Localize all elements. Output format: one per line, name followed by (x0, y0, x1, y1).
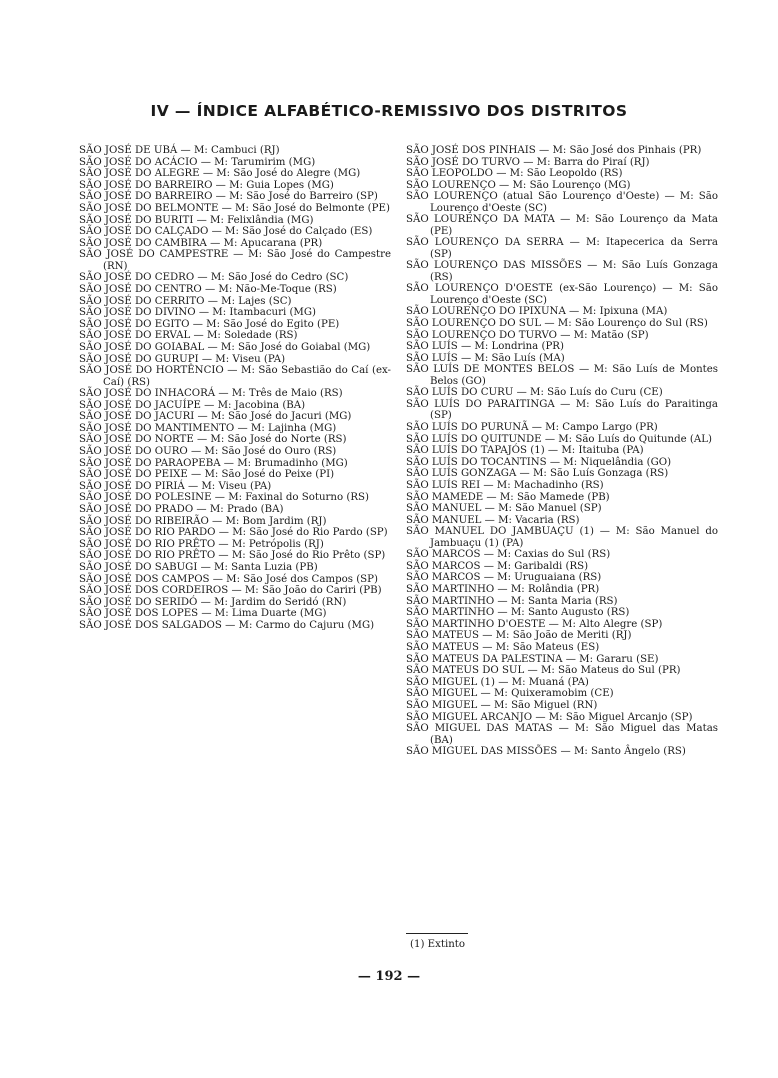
index-entry: SÃO MARCOS — M: Garibaldi (RS) (406, 560, 589, 572)
index-entry: SÃO JOSÉ DO OURO — M: São José do Ouro (RS) (79, 446, 337, 458)
index-entry: SÃO MIGUEL DAS MATAS — M: São Miguel das Matas (BA) (406, 723, 718, 746)
index-entry: SÃO LOURENÇO (atual São Lourenço d'Oeste) — M: São Lourenço d'Oeste (SC) (406, 191, 718, 214)
index-entry: SÃO MATEUS — M: São João de Meriti (RJ) (406, 630, 632, 642)
index-entry: SÃO JOSÉ DO ACÁCIO — M: Tarumirim (MG) (79, 156, 316, 168)
index-entry: SÃO JOSÉ DO BELMONTE — M: São José do Belmonte (PE) (79, 202, 390, 214)
index-entry: SÃO JOSÉ DOS PINHAIS — M: São José dos Pinhais (PR) (406, 145, 702, 156)
index-entry: SÃO JOSÉ DO CERRITO — M: Lajes (SC) (79, 295, 292, 307)
index-entry: SÃO JOSÉ DO HORTÊNCIO — M: São Sebastião do Caí (ex-Caí) (RS) (79, 365, 391, 388)
index-entry: SÃO JOSÉ DO RIO PRÊTO — M: Petrópolis (RJ) (79, 538, 324, 550)
index-entry: SÃO MARTINHO — M: Rolândia (PR) (406, 584, 600, 596)
index-entry: SÃO JOSÉ DO CENTRO — M: Não-Me-Toque (RS) (79, 283, 337, 295)
index-entry: SÃO MIGUEL (1) — M: Muaná (PA) (406, 676, 589, 688)
footnote: (1) Extinto (410, 939, 465, 950)
index-entry: SÃO MATEUS DA PALESTINA — M: Gararu (SE) (406, 653, 659, 665)
index-entry: SÃO JOSÉ DOS SALGADOS — M: Carmo do Cajuru (MG) (79, 619, 375, 631)
index-entry: SÃO JOSÉ DO SERIDÓ — M: Jardim do Seridó (RN) (79, 596, 347, 608)
index-entry: SÃO JOSÉ DO PRADO — M: Prado (BA) (79, 504, 284, 516)
index-entry: SÃO LUÍS DO CURU — M: São Luís do Curu (CE) (406, 387, 663, 399)
index-entry: SÃO LOURENÇO DO SUL — M: São Lourenço do Sul (RS) (406, 317, 708, 329)
right-column (406, 145, 718, 758)
index-entry: SÃO MARCOS — M: Caxias do Sul (RS) (406, 549, 611, 561)
index-entry: SÃO JOSÉ DO PEIXE — M: São José do Peixe (PI) (79, 469, 335, 481)
index-entry: SÃO LOURENÇO DAS MISSÕES — M: São Luís Gonzaga (RS) (406, 260, 718, 283)
index-entry: SÃO JOSÉ DO MANTIMENTO — M: Lajinha (MG) (79, 422, 337, 434)
index-entry: SÃO JOSÉ DO DIVINO — M: Itambacuri (MG) (79, 307, 316, 319)
index-entry: SÃO LOURENÇO DA SERRA — M: Itapecerica da Serra (SP) (406, 237, 718, 260)
index-entry: SÃO LUÍS — M: São Luís (MA) (406, 352, 565, 364)
index-entry: SÃO MANUEL — M: Vacaria (RS) (406, 514, 580, 526)
index-entry: SÃO JOSÉ DO CAMPESTRE — M: São José do Campestre (RN) (79, 249, 391, 272)
index-entry: SÃO JOSÉ DO EGITO — M: São José do Egito (PE) (79, 318, 340, 330)
index-entry: SÃO LUÍS DE MONTES BELOS — M: São Luís de Montes Belos (GO) (406, 364, 718, 387)
index-entry: SÃO MAMEDE — M: São Mamede (PB) (406, 491, 610, 503)
index-entry: SÃO JOSÉ DO NORTE — M: São José do Norte (RS) (79, 434, 347, 446)
index-entry: SÃO MARCOS — M: Uruguaiana (RS) (406, 572, 602, 584)
left-column (79, 145, 391, 632)
page-title: IV — ÍNDICE ALFABÉTICO-REMISSIVO DOS DISTRITOS (150, 102, 628, 120)
index-entry: SÃO LOURENÇO D'OESTE (ex-São Lourenço) — M: São Lourenço d'Oeste (SC) (406, 283, 718, 306)
index-entry: SÃO JOSÉ DO GOIABAL — M: São José do Goiabal (MG) (79, 341, 371, 353)
index-entry: SÃO MANUEL DO JAMBUAÇU (1) — M: São Manuel do Jambuaçu (1) (PA) (406, 526, 718, 549)
index-entry: SÃO JOSÉ DO PIRIÁ — M: Viseu (PA) (79, 480, 272, 492)
index-entry: SÃO JOSÉ DO ERVAL — M: Soledade (RS) (79, 330, 298, 342)
index-entry: SÃO JOSÉ DO CAMBIRA — M: Apucarana (PR) (79, 237, 323, 249)
index-entry: SÃO MIGUEL ARCANJO — M: São Miguel Arcanjo (SP) (406, 711, 693, 723)
index-entry: SÃO JOSÉ DOS CAMPOS — M: São José dos Campos (SP) (79, 573, 378, 585)
index-entry: SÃO JOSÉ DE UBÁ — M: Cambuci (RJ) (79, 145, 280, 156)
index-entry: SÃO MARTINHO — M: Santo Augusto (RS) (406, 607, 630, 619)
page-number: — 192 — (357, 969, 421, 984)
index-entry: SÃO LUÍS — M: Londrina (PR) (406, 341, 564, 353)
index-entry: SÃO MARTINHO D'OESTE — M: Alto Alegre (SP) (406, 618, 663, 630)
index-entry: SÃO JOSÉ DO BARREIRO — M: São José do Barreiro (SP) (79, 191, 378, 203)
index-entry: SÃO LUÍS DO PURUNÃ — M: Campo Largo (PR) (406, 421, 658, 433)
index-entry: SÃO JOSÉ DO PARAOPEBA — M: Brumadinho (MG) (79, 457, 348, 469)
index-entry: SÃO LUÍS GONZAGA — M: São Luís Gonzaga (RS) (406, 468, 669, 480)
index-entry: SÃO LOURENÇO DA MATA — M: São Lourenço da Mata (PE) (406, 214, 718, 237)
index-entry: SÃO JOSÉ DOS CORDEIROS — M: São João do Cariri (PB) (79, 585, 382, 597)
index-entry: SÃO MANUEL — M: São Manuel (SP) (406, 503, 602, 515)
index-entry: SÃO MATEUS DO SUL — M: São Mateus do Sul (PR) (406, 665, 681, 677)
index-entry: SÃO JOSÉ DO SABUGI — M: Santa Luzia (PB) (79, 562, 318, 573)
index-entry: SÃO LUÍS DO QUITUNDE — M: São Luís do Quitunde (AL) (406, 433, 712, 445)
index-entry: SÃO LUÍS REI — M: Machadinho (RS) (406, 479, 604, 491)
footnote-rule (406, 933, 468, 934)
index-entry: SÃO JOSÉ DO BARREIRO — M: Guia Lopes (MG) (79, 179, 334, 191)
index-entry: SÃO JOSÉ DO JACUÍPE — M: Jacobina (BA) (79, 399, 306, 411)
index-entry: SÃO MIGUEL — M: Quixeramobim (CE) (406, 688, 614, 700)
index-entry: SÃO JOSÉ DO TURVO — M: Barra do Piraí (RJ) (406, 156, 650, 168)
index-entry: SÃO JOSÉ DO CALÇADO — M: São José do Calçado (ES) (79, 226, 373, 238)
index-entry: SÃO JOSÉ DO JACURI — M: São José do Jacuri (MG) (79, 411, 352, 423)
index-entry: SÃO LEOPOLDO — M: São Leopoldo (RS) (406, 168, 623, 180)
index-entry: SÃO LOURENÇO DO IPIXUNA — M: Ipixuna (MA) (406, 306, 668, 318)
index-entry: SÃO JOSÉ DO INHACORÁ — M: Três de Maio (RS) (79, 388, 343, 400)
index-entry: SÃO JOSÉ DO GURUPI — M: Viseu (PA) (79, 353, 286, 365)
index-entry: SÃO JOSÉ DOS LOPES — M: Lima Duarte (MG) (79, 608, 327, 620)
index-entry: SÃO LOURENÇO — M: São Lourenço (MG) (406, 179, 631, 191)
index-entry: SÃO JOSÉ DO RIBEIRÃO — M: Bom Jardim (RJ) (79, 515, 327, 527)
index-entry: SÃO JOSÉ DO RIO PARDO — M: São José do Rio Pardo (SP) (79, 527, 388, 539)
index-entry: SÃO LOURENÇO DO TURVO — M: Matão (SP) (406, 329, 649, 341)
index-entry: SÃO JOSÉ DO RIO PRÊTO — M: São José do Rio Prêto (SP) (79, 550, 386, 562)
index-entry: SÃO MARTINHO — M: Santa Maria (RS) (406, 595, 618, 607)
index-entry: SÃO LUÍS DO TOCANTINS — M: Niquelândia (GO) (406, 456, 672, 468)
index-entry: SÃO JOSÉ DO CEDRO — M: São José do Cedro (SC) (79, 272, 349, 284)
index-entry: SÃO MATEUS — M: São Mateus (ES) (406, 642, 600, 654)
index-entry: SÃO MIGUEL — M: São Miguel (RN) (406, 700, 598, 711)
index-entry: SÃO LUÍS DO PARAITINGA — M: São Luís do Paraitinga (SP) (406, 398, 718, 422)
index-entry: SÃO LUÍS DO TAPAJÓS (1) — M: Itaituba (PA) (406, 445, 644, 457)
index-entry: SÃO MIGUEL DAS MISSÕES — M: Santo Ângelo (RS) (406, 746, 686, 758)
index-entry: SÃO JOSÉ DO ALEGRE — M: São José do Alegre (MG) (79, 168, 361, 180)
index-entry: SÃO JOSÉ DO BURITI — M: Felixlândia (MG) (79, 214, 314, 226)
index-entry: SÃO JOSÉ DO POLESINE — M: Faxinal do Soturno (RS) (79, 492, 369, 504)
